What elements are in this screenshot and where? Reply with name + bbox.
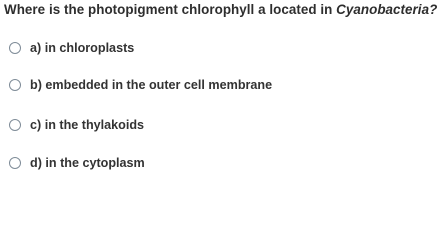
radio-button-c[interactable] — [9, 119, 21, 131]
answer-label-c: c) in the thylakoids — [30, 118, 145, 132]
answer-option-a[interactable] — [9, 39, 134, 57]
radio-button-d[interactable] — [9, 157, 21, 169]
answer-option-d[interactable] — [9, 154, 145, 172]
answer-option-c[interactable] — [9, 116, 144, 134]
question-text — [4, 2, 437, 17]
question-prefix: Where is the photopigment chlorophyll a located in — [4, 2, 337, 17]
answer-label-d: d) in the cytoplasm — [30, 156, 145, 170]
answer-option-b[interactable] — [9, 76, 272, 94]
answer-label-a: a) in chloroplasts — [30, 41, 135, 55]
radio-button-b[interactable] — [9, 79, 21, 91]
question-organism: Cyanobacteria? — [336, 2, 437, 17]
answer-label-b: b) embedded in the outer cell membrane — [30, 78, 273, 92]
radio-button-a[interactable] — [9, 42, 21, 54]
